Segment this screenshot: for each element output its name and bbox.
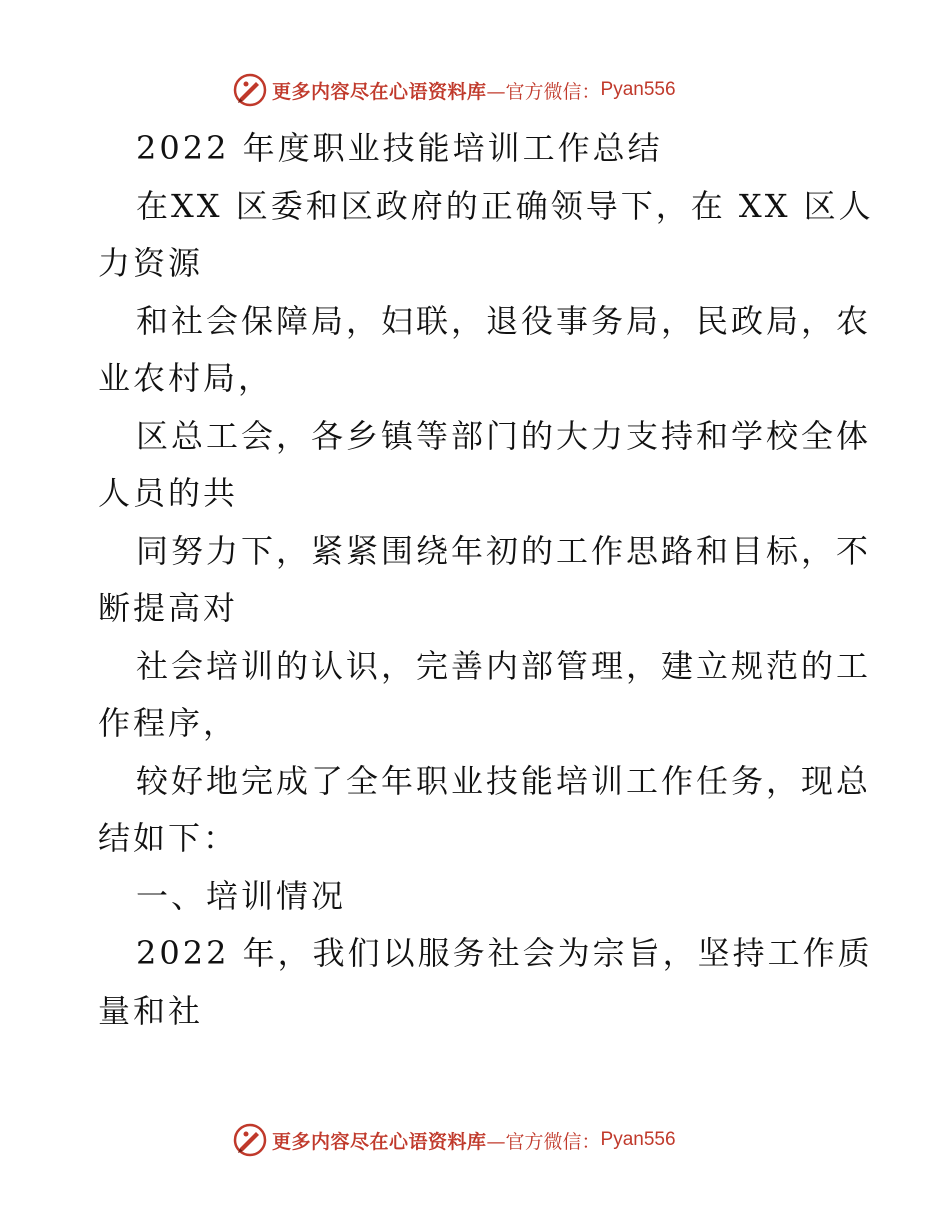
text-line: 力资源 [98, 244, 204, 282]
text-line: 量和社 [98, 991, 204, 1030]
watermark-id-text: Pyan556 [600, 1129, 676, 1150]
pen-logo-icon [232, 72, 268, 108]
text-line: 业农村局， [98, 359, 274, 397]
text-line: 作程序， [98, 704, 239, 742]
text-line: 同努力下，紧紧围绕年初的工作思路和目标，不 [136, 531, 872, 570]
text-line: 和社会保障局，妇联，退役事务局，民政局，农 [136, 301, 872, 340]
watermark-header [232, 70, 676, 110]
text-line: 一、培训情况 [136, 876, 347, 915]
document-body [98, 120, 874, 1040]
text-line: 人员的共 [98, 474, 239, 512]
watermark-footer [232, 1120, 676, 1160]
text-line: 结如下： [98, 819, 239, 857]
watermark-id-text: Pyan556 [600, 79, 676, 100]
watermark-sub-text: —官方微信： [486, 80, 601, 103]
text-line: 社会培训的认识，完善内部管理，建立规范的工 [136, 646, 872, 685]
text-line: 较好地完成了全年职业技能培训工作任务，现总 [136, 761, 872, 800]
watermark-sub-text: —官方微信： [486, 1130, 601, 1153]
text-line: 断提高对 [98, 589, 239, 627]
text-line: 区总工会，各乡镇等部门的大力支持和学校全体 [136, 416, 872, 455]
pen-logo-icon [232, 1122, 268, 1158]
watermark-main-text: 更多内容尽在心语资料库 [272, 80, 487, 103]
text-line: 2022 年度职业技能培训工作总结 [136, 129, 663, 167]
text-line: 在XX 区委和区政府的正确领导下，在 XX 区人 [136, 186, 874, 225]
text-line: 2022 年，我们以服务社会为宗旨，坚持工作质 [136, 934, 873, 972]
watermark-main-text: 更多内容尽在心语资料库 [272, 1130, 487, 1153]
